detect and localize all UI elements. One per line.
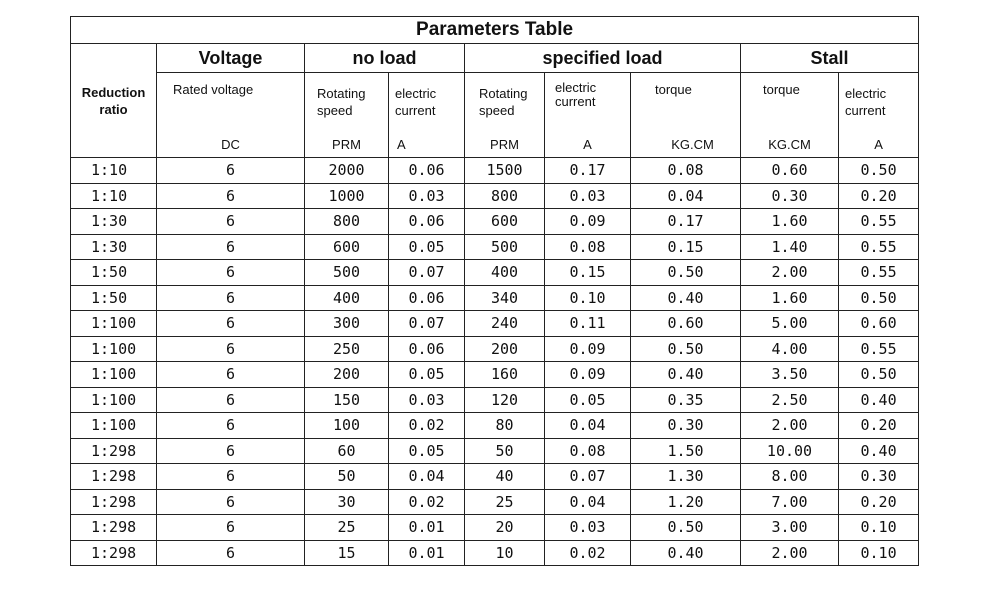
specload-current-line-2: current [555,94,596,109]
cell-rated-voltage: 6 [157,285,305,311]
stall-torque-text: torque [763,82,800,97]
cell-stall-torque: 1.60 [741,209,839,235]
cell-specload-torque: 0.15 [631,234,741,260]
stall-current-line-1: electric [845,86,887,101]
noload-speed-line-1: Rotating [317,86,366,101]
cell-reduction-ratio: 1:298 [71,540,157,566]
unit-rated-voltage: DC [157,131,305,158]
table-row [71,464,919,490]
cell-specload-speed: 800 [465,183,545,209]
cell-noload-speed: 60 [305,438,389,464]
cell-stall-current: 0.50 [839,285,919,311]
cell-stall-torque: 8.00 [741,464,839,490]
cell-stall-torque: 2.00 [741,540,839,566]
cell-noload-current: 0.05 [389,438,465,464]
cell-rated-voltage: 6 [157,183,305,209]
cell-noload-current: 0.06 [389,158,465,184]
cell-rated-voltage: 6 [157,234,305,260]
cell-stall-current: 0.60 [839,311,919,337]
cell-specload-speed: 600 [465,209,545,235]
cell-stall-current: 0.50 [839,158,919,184]
cell-specload-speed: 500 [465,234,545,260]
cell-noload-current: 0.07 [389,311,465,337]
cell-specload-torque: 0.40 [631,540,741,566]
parameters-table [70,16,919,566]
unit-noload-current: A [389,131,465,158]
cell-reduction-ratio: 1:30 [71,234,157,260]
cell-specload-torque: 0.50 [631,515,741,541]
cell-noload-current: 0.01 [389,515,465,541]
cell-specload-torque: 0.17 [631,209,741,235]
table-row [71,260,919,286]
cell-noload-current: 0.06 [389,209,465,235]
cell-noload-current: 0.03 [389,387,465,413]
cell-specload-torque: 0.50 [631,336,741,362]
cell-noload-current: 0.06 [389,336,465,362]
cell-rated-voltage: 6 [157,362,305,388]
ratio-header-line-1: Reduction [81,84,146,100]
unit-specload-torque: KG.CM [631,131,741,158]
specload-torque-text: torque [655,82,692,97]
cell-specload-speed: 20 [465,515,545,541]
cell-specload-torque: 0.08 [631,158,741,184]
cell-noload-speed: 25 [305,515,389,541]
cell-specload-speed: 160 [465,362,545,388]
table-row [71,234,919,260]
subheader-rated-voltage [157,73,305,132]
cell-specload-current: 0.11 [545,311,631,337]
cell-stall-current: 0.30 [839,464,919,490]
cell-stall-current: 0.50 [839,362,919,388]
cell-stall-torque: 5.00 [741,311,839,337]
table-row [71,285,919,311]
noload-current-line-2: current [395,103,436,118]
table-row [71,489,919,515]
cell-noload-current: 0.07 [389,260,465,286]
cell-reduction-ratio: 1:100 [71,311,157,337]
table-row [71,362,919,388]
cell-stall-torque: 2.50 [741,387,839,413]
cell-stall-torque: 0.30 [741,183,839,209]
subheader-noload-current [389,73,465,132]
cell-noload-current: 0.02 [389,413,465,439]
subheader-stall-current [839,73,919,132]
cell-stall-current: 0.40 [839,438,919,464]
cell-rated-voltage: 6 [157,489,305,515]
cell-specload-current: 0.09 [545,209,631,235]
cell-rated-voltage: 6 [157,336,305,362]
cell-specload-speed: 400 [465,260,545,286]
cell-reduction-ratio: 1:298 [71,515,157,541]
group-header-voltage: Voltage [157,44,305,73]
noload-speed-line-2: speed [317,103,353,118]
cell-reduction-ratio: 1:100 [71,336,157,362]
subheader-specload-torque [631,73,741,132]
cell-specload-torque: 0.60 [631,311,741,337]
subheader-specload-current [545,73,631,132]
specload-speed-line-1: Rotating [479,86,528,101]
cell-specload-torque: 0.35 [631,387,741,413]
cell-noload-current: 0.05 [389,234,465,260]
cell-noload-speed: 500 [305,260,389,286]
cell-specload-speed: 240 [465,311,545,337]
cell-noload-speed: 1000 [305,183,389,209]
cell-specload-current: 0.04 [545,413,631,439]
cell-noload-speed: 400 [305,285,389,311]
cell-stall-current: 0.20 [839,183,919,209]
cell-reduction-ratio: 1:10 [71,158,157,184]
cell-specload-speed: 50 [465,438,545,464]
cell-reduction-ratio: 1:298 [71,464,157,490]
cell-stall-torque: 3.50 [741,362,839,388]
cell-stall-torque: 3.00 [741,515,839,541]
reduction-ratio-header [71,44,157,158]
cell-noload-current: 0.05 [389,362,465,388]
cell-rated-voltage: 6 [157,540,305,566]
cell-noload-speed: 50 [305,464,389,490]
table-row [71,209,919,235]
stall-current-line-2: current [845,103,886,118]
cell-rated-voltage: 6 [157,158,305,184]
unit-specload-speed: PRM [465,131,545,158]
cell-noload-current: 0.04 [389,464,465,490]
cell-reduction-ratio: 1:298 [71,438,157,464]
parameters-table-sheet [70,16,918,566]
cell-specload-current: 0.02 [545,540,631,566]
group-header-stall: Stall [741,44,919,73]
cell-stall-torque: 2.00 [741,413,839,439]
cell-stall-current: 0.10 [839,515,919,541]
cell-specload-speed: 1500 [465,158,545,184]
cell-specload-current: 0.10 [545,285,631,311]
cell-stall-torque: 2.00 [741,260,839,286]
cell-rated-voltage: 6 [157,438,305,464]
noload-current-line-1: electric [395,86,437,101]
cell-specload-current: 0.03 [545,183,631,209]
cell-specload-speed: 340 [465,285,545,311]
cell-stall-current: 0.55 [839,260,919,286]
cell-reduction-ratio: 1:10 [71,183,157,209]
cell-specload-current: 0.08 [545,438,631,464]
cell-noload-speed: 250 [305,336,389,362]
cell-specload-current: 0.09 [545,362,631,388]
unit-noload-speed: PRM [305,131,389,158]
specload-current-line-1: electric [555,80,597,95]
cell-stall-torque: 0.60 [741,158,839,184]
specload-speed-line-2: speed [479,103,515,118]
cell-reduction-ratio: 1:30 [71,209,157,235]
unit-stall-torque: KG.CM [741,131,839,158]
cell-stall-current: 0.55 [839,336,919,362]
cell-reduction-ratio: 1:298 [71,489,157,515]
cell-reduction-ratio: 1:50 [71,260,157,286]
ratio-header-line-2: ratio [99,101,128,117]
table-title: Parameters Table [71,17,919,44]
table-body [71,158,919,566]
cell-specload-current: 0.03 [545,515,631,541]
cell-reduction-ratio: 1:50 [71,285,157,311]
cell-specload-torque: 1.20 [631,489,741,515]
cell-noload-speed: 150 [305,387,389,413]
cell-stall-current: 0.20 [839,489,919,515]
cell-noload-speed: 2000 [305,158,389,184]
unit-specload-current: A [545,131,631,158]
cell-specload-speed: 80 [465,413,545,439]
table-row [71,311,919,337]
cell-reduction-ratio: 1:100 [71,387,157,413]
subheader-noload-speed [305,73,389,132]
table-row [71,515,919,541]
cell-specload-torque: 0.40 [631,362,741,388]
cell-specload-current: 0.09 [545,336,631,362]
cell-noload-current: 0.02 [389,489,465,515]
cell-specload-torque: 0.30 [631,413,741,439]
cell-stall-torque: 7.00 [741,489,839,515]
cell-reduction-ratio: 1:100 [71,413,157,439]
subheader-specload-speed [465,73,545,132]
cell-specload-speed: 25 [465,489,545,515]
table-row [71,158,919,184]
cell-specload-torque: 0.50 [631,260,741,286]
cell-specload-torque: 1.30 [631,464,741,490]
cell-rated-voltage: 6 [157,413,305,439]
group-header-specified-load: specified load [465,44,741,73]
cell-specload-speed: 120 [465,387,545,413]
cell-stall-torque: 4.00 [741,336,839,362]
cell-stall-current: 0.40 [839,387,919,413]
cell-noload-speed: 15 [305,540,389,566]
cell-specload-speed: 200 [465,336,545,362]
table-row [71,387,919,413]
subheader-stall-torque [741,73,839,132]
table-row [71,336,919,362]
cell-specload-speed: 40 [465,464,545,490]
subheader-rated-voltage-text: Rated voltage [173,82,254,97]
cell-specload-torque: 0.40 [631,285,741,311]
cell-specload-current: 0.05 [545,387,631,413]
cell-noload-speed: 30 [305,489,389,515]
cell-specload-current: 0.04 [545,489,631,515]
cell-stall-current: 0.55 [839,234,919,260]
cell-noload-speed: 100 [305,413,389,439]
table-row [71,438,919,464]
cell-stall-torque: 10.00 [741,438,839,464]
cell-rated-voltage: 6 [157,464,305,490]
cell-stall-torque: 1.60 [741,285,839,311]
table-row [71,183,919,209]
cell-rated-voltage: 6 [157,209,305,235]
cell-specload-torque: 1.50 [631,438,741,464]
cell-specload-current: 0.08 [545,234,631,260]
cell-specload-current: 0.07 [545,464,631,490]
cell-specload-speed: 10 [465,540,545,566]
cell-rated-voltage: 6 [157,260,305,286]
cell-noload-current: 0.01 [389,540,465,566]
cell-noload-current: 0.06 [389,285,465,311]
cell-stall-current: 0.10 [839,540,919,566]
cell-noload-speed: 300 [305,311,389,337]
cell-noload-speed: 800 [305,209,389,235]
cell-stall-torque: 1.40 [741,234,839,260]
cell-specload-torque: 0.04 [631,183,741,209]
cell-rated-voltage: 6 [157,311,305,337]
unit-stall-current: A [839,131,919,158]
cell-noload-speed: 200 [305,362,389,388]
cell-specload-current: 0.17 [545,158,631,184]
cell-stall-current: 0.55 [839,209,919,235]
cell-stall-current: 0.20 [839,413,919,439]
cell-noload-current: 0.03 [389,183,465,209]
table-row [71,413,919,439]
cell-specload-current: 0.15 [545,260,631,286]
table-row [71,540,919,566]
cell-rated-voltage: 6 [157,515,305,541]
cell-noload-speed: 600 [305,234,389,260]
cell-reduction-ratio: 1:100 [71,362,157,388]
cell-rated-voltage: 6 [157,387,305,413]
group-header-no-load: no load [305,44,465,73]
